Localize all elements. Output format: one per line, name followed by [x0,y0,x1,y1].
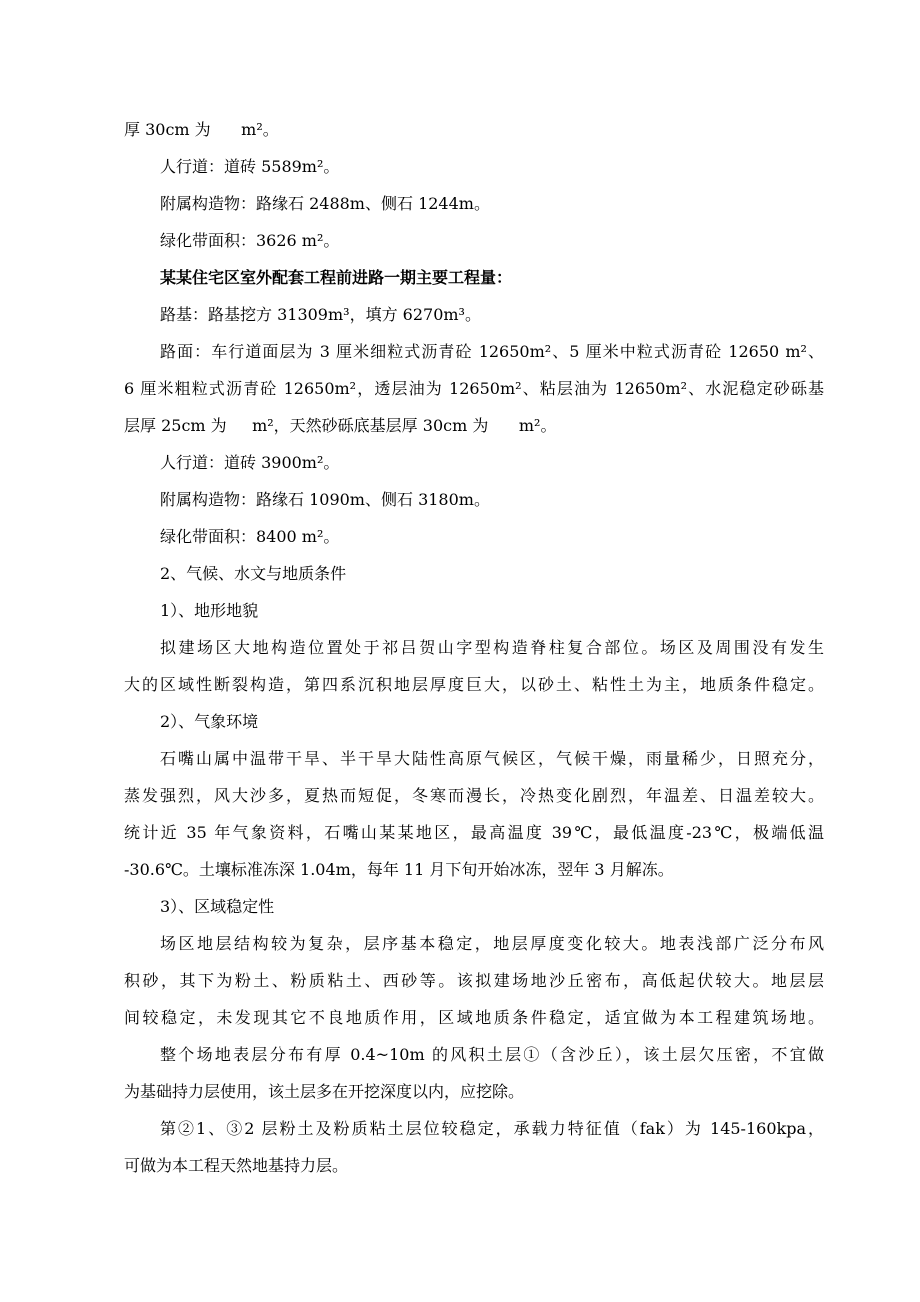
text-line: 大的区域性断裂构造，第四系沉积地层厚度巨大，以砂土、粘性土为主，地质条件稳定。 [124,675,824,694]
text-line: 蒸发强烈，风大沙多，夏热而短促，冬寒而漫长，冷热变化剧烈，年温差、日温差较大。 [124,786,824,805]
text-line: 路基：路基挖方 31309m³，填方 6270m³。 [160,305,481,324]
text-line: 积砂，其下为粉土、粉质粘土、西砂等。该拟建场地沙丘密布，高低起伏较大。地层层 [124,971,824,990]
text-line: 层厚 25cm 为 m²，天然砂砾底基层厚 30cm 为 m²。 [124,416,557,435]
text-line: 人行道：道砖 3900m²。 [160,453,340,472]
text-line: 附属构造物：路缘石 1090m、侧石 3180m。 [160,490,490,509]
text-line: 厚 30cm 为 m²。 [124,120,279,139]
subsection-heading: 1）、地形地貌 [160,601,259,620]
text-line: 石嘴山属中温带干旱、半干旱大陆性高原气候区，气候干燥，雨量稀少，日照充分， [160,749,824,768]
text-line: 人行道：道砖 5589m²。 [160,157,340,176]
subsection-heading: 2）、气象环境 [160,712,259,731]
text-line: 绿化带面积：8400 m²。 [160,527,340,546]
text-line: 附属构造物：路缘石 2488m、侧石 1244m。 [160,194,490,213]
text-line: 整个场地表层分布有厚 0.4~10m 的风积土层①（含沙丘），该土层欠压密，不宜做 [160,1045,824,1064]
text-line: 6 厘米粗粒式沥青砼 12650m²，透层油为 12650m²、粘层油为 12650m²、水泥稳定砂砾基 [124,379,824,398]
section-heading: 某某住宅区室外配套工程前进路一期主要工程量： [160,268,513,287]
section-heading: 2、气候、水文与地质条件 [160,564,347,583]
text-line: 统计近 35 年气象资料，石嘴山某某地区，最高温度 39℃，最低温度-23℃，极端低温 [124,823,824,842]
text-line: -30.6℃。土壤标准冻深 1.04m，每年 11 月下旬开始冰冻，翌年 3 月解冻。 [124,860,674,879]
text-line: 路面：车行道面层为 3 厘米细粒式沥青砼 12650m²、5 厘米中粒式沥青砼 12650 m²、 [160,342,824,361]
subsection-heading: 3）、区域稳定性 [160,897,275,916]
text-line: 拟建场区大地构造位置处于祁吕贺山字型构造脊柱复合部位。场区及周围没有发生 [160,638,824,657]
text-line: 间较稳定，未发现其它不良地质作用，区域地质条件稳定，适宜做为本工程建筑场地。 [124,1008,824,1027]
text-line: 为基础持力层使用，该土层多在开挖深度以内，应挖除。 [124,1082,525,1101]
text-line: 场区地层结构较为复杂，层序基本稳定，地层厚度变化较大。地表浅部广泛分布风 [160,934,824,953]
text-line: 第②1、③2 层粉土及粉质粘土层位较稳定，承载力特征值（fak）为 145-160kpa， [160,1119,824,1138]
text-line: 可做为本工程天然地基持力层。 [124,1156,349,1175]
text-line: 绿化带面积：3626 m²。 [160,231,340,250]
